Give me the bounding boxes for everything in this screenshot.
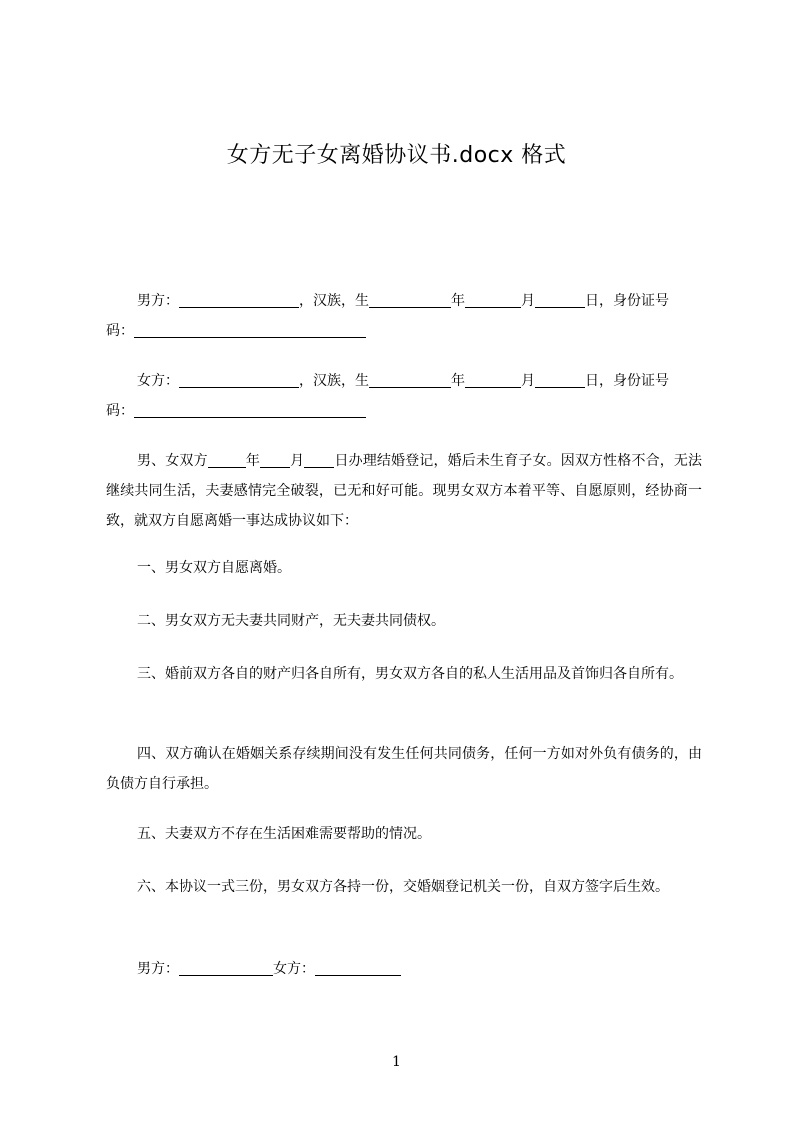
signature-female-label: 女方： bbox=[273, 961, 315, 977]
male-id-label: 码： bbox=[106, 323, 134, 339]
male-name-blank bbox=[179, 291, 299, 308]
signature-female-blank bbox=[315, 959, 401, 976]
marriage-year-blank bbox=[208, 451, 246, 468]
female-birth-month-blank bbox=[465, 371, 521, 388]
female-id-blank bbox=[134, 401, 366, 418]
clause-5: 五、夫妻双方不存在生活困难需要帮助的情况。 bbox=[137, 826, 431, 842]
page-number: 1 bbox=[392, 1054, 401, 1070]
intro-text-a: 男、女双方 bbox=[137, 453, 208, 469]
marriage-month-blank bbox=[260, 451, 290, 468]
signature-line bbox=[106, 954, 702, 984]
intro-month-label: 月 bbox=[290, 453, 305, 469]
male-birth-day-blank bbox=[535, 291, 585, 308]
intro-year-label: 年 bbox=[245, 453, 261, 469]
female-birth-year-blank bbox=[369, 371, 451, 388]
female-name-blank bbox=[179, 371, 299, 388]
female-day-label: 日，身份证号 bbox=[585, 373, 669, 389]
male-year-label: 年 bbox=[451, 293, 465, 309]
female-label: 女方： bbox=[137, 373, 179, 389]
female-birth-day-blank bbox=[535, 371, 585, 388]
male-birth-month-blank bbox=[465, 291, 521, 308]
male-label: 男方： bbox=[137, 293, 179, 309]
male-party-paragraph bbox=[106, 286, 702, 346]
intro-text-b: 日办理结婚登记，婚后未生育子女。因双方性格不合，无法继续共同生活，夫妻感情完全破裂，已无和好可能。现男女双方本着平等、自愿原则，经协商一致，就双方自愿离婚一事达成协议如下： bbox=[106, 453, 703, 529]
female-year-label: 年 bbox=[451, 373, 465, 389]
female-ethnicity-text: ，汉族，生 bbox=[299, 373, 369, 389]
document-title: 女方无子女离婚协议书.docx 格式 bbox=[226, 143, 567, 168]
male-birth-year-blank bbox=[369, 291, 451, 308]
female-month-label: 月 bbox=[521, 373, 535, 389]
male-id-blank bbox=[134, 321, 366, 338]
male-day-label: 日，身份证号 bbox=[585, 293, 669, 309]
clause-3: 三、婚前双方各自的财产归各自所有，男女双方各自的私人生活用品及首饰归各自所有。 bbox=[137, 666, 683, 682]
intro-paragraph bbox=[106, 446, 702, 536]
clause-6: 六、本协议一式三份，男女双方各持一份，交婚姻登记机关一份，自双方签字后生效。 bbox=[137, 879, 669, 895]
female-party-paragraph bbox=[106, 366, 702, 426]
clause-1: 一、男女双方自愿离婚。 bbox=[137, 560, 291, 576]
male-month-label: 月 bbox=[521, 293, 535, 309]
clause-2: 二、男女双方无夫妻共同财产，无夫妻共同债权。 bbox=[137, 613, 445, 629]
clause-4: 四、双方确认在婚姻关系存续期间没有发生任何共同债务，任何一方如对外负有债务的，由负债方自行承担。 bbox=[106, 746, 702, 792]
female-id-label: 码： bbox=[106, 403, 134, 419]
male-ethnicity-text: ，汉族，生 bbox=[299, 293, 369, 309]
signature-male-blank bbox=[179, 959, 273, 976]
signature-male-label: 男方： bbox=[137, 961, 179, 977]
marriage-day-blank bbox=[304, 451, 334, 468]
